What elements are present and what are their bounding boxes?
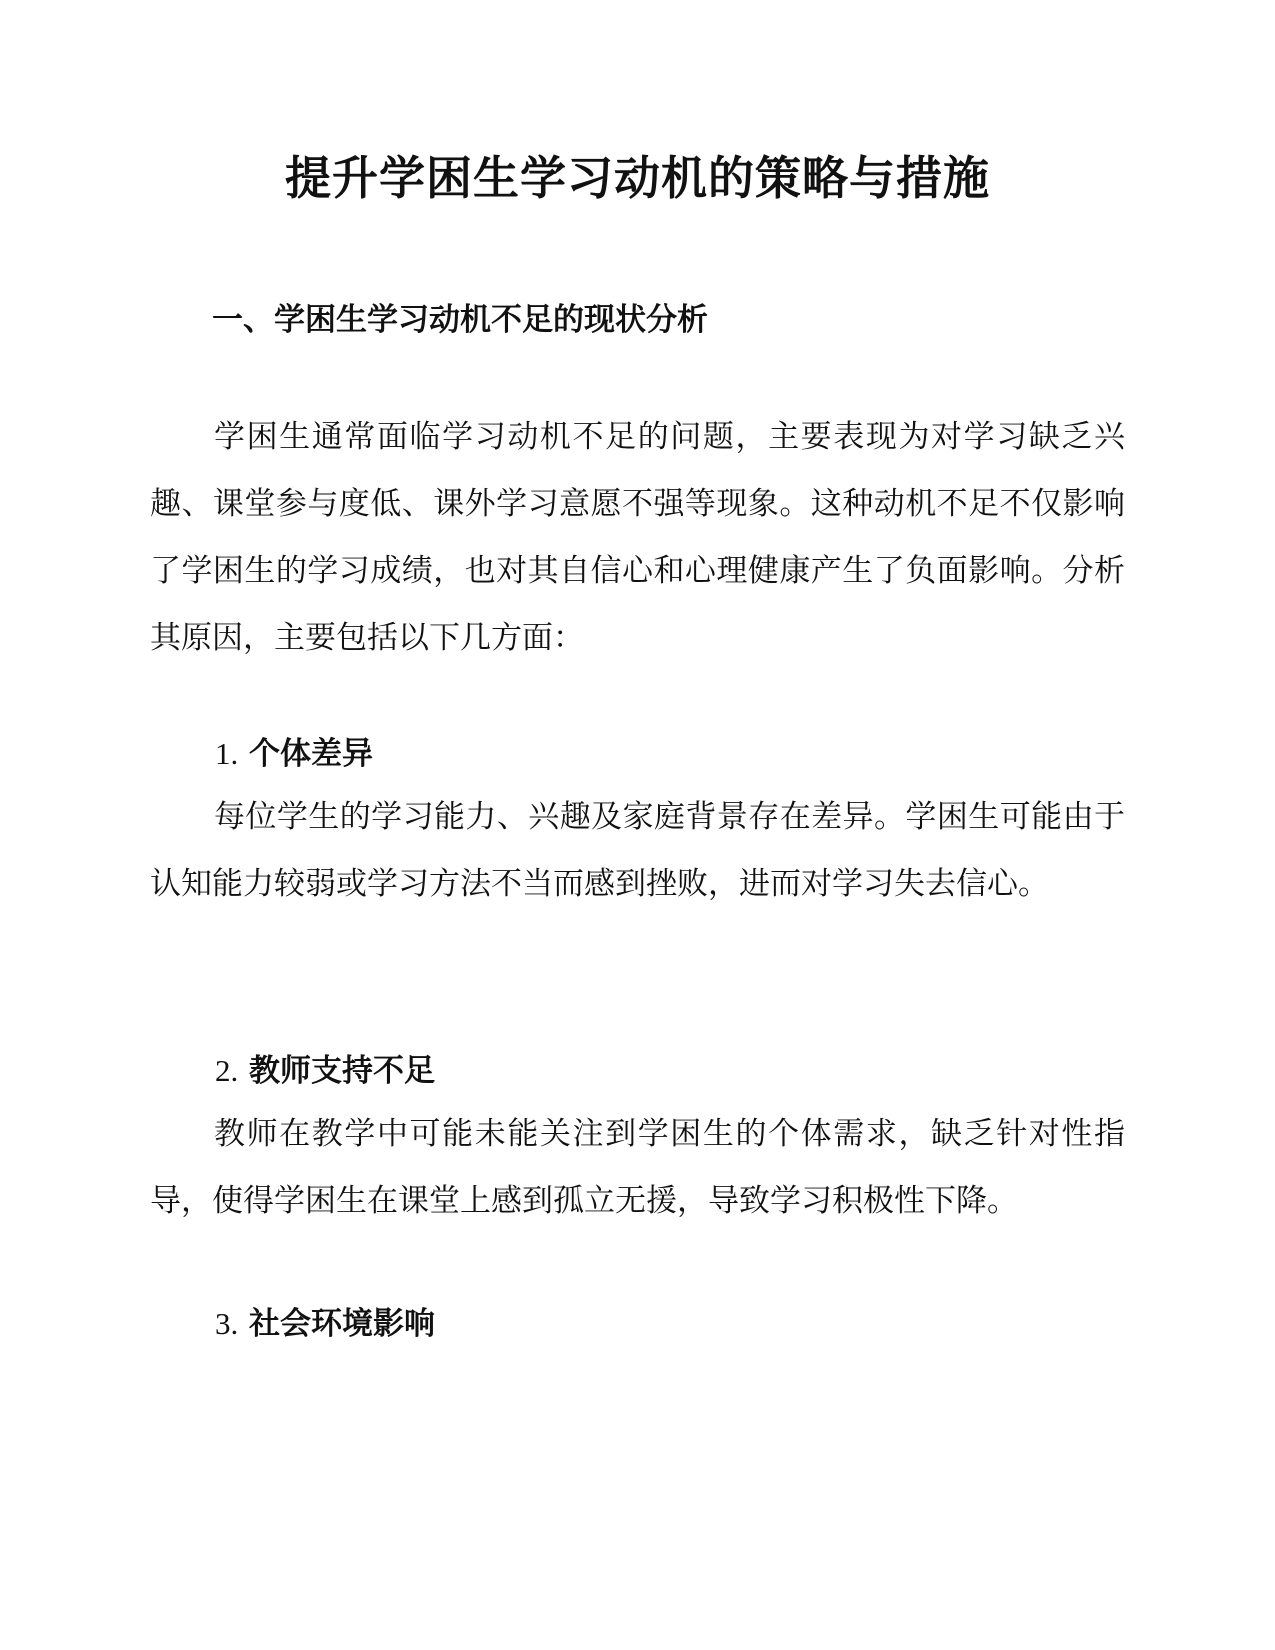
subsection-heading-2	[215, 1051, 435, 1091]
subsection-paragraph-1: 每位学生的学习能力、兴趣及家庭背景存在差异。学困生可能由于认知能力较弱或学习方法不当而感到挫败，进而对学习失去信心。	[150, 799, 1125, 902]
subsection-number: 3.	[215, 1306, 239, 1341]
section-intro-paragraph: 学困生通常面临学习动机不足的问题，主要表现为对学习缺乏兴趣、课堂参与度低、课外学习意愿不强等现象。这种动机不足不仅影响了学困生的学习成绩，也对其自信心和心理健康产生了负面影响。分析其原因，主要包括以下几方面：	[150, 419, 1125, 656]
subsection-title: 个体差异	[249, 736, 374, 772]
document-title: 提升学困生学习动机的策略与措施	[285, 151, 990, 205]
subsection-paragraph-2: 教师在教学中可能未能关注到学困生的个体需求，缺乏针对性指导，使得学困生在课堂上感到孤立无援，导致学习积极性下降。	[150, 1116, 1125, 1219]
section-heading: 一、学困生学习动机不足的现状分析	[212, 302, 708, 338]
subsection-number: 2.	[215, 1053, 239, 1088]
subsection-heading-3	[215, 1304, 435, 1344]
subsection-number: 1.	[215, 736, 239, 771]
subsection-heading-1	[215, 734, 373, 774]
subsection-title: 社会环境影响	[249, 1306, 436, 1342]
subsection-title: 教师支持不足	[249, 1053, 436, 1089]
